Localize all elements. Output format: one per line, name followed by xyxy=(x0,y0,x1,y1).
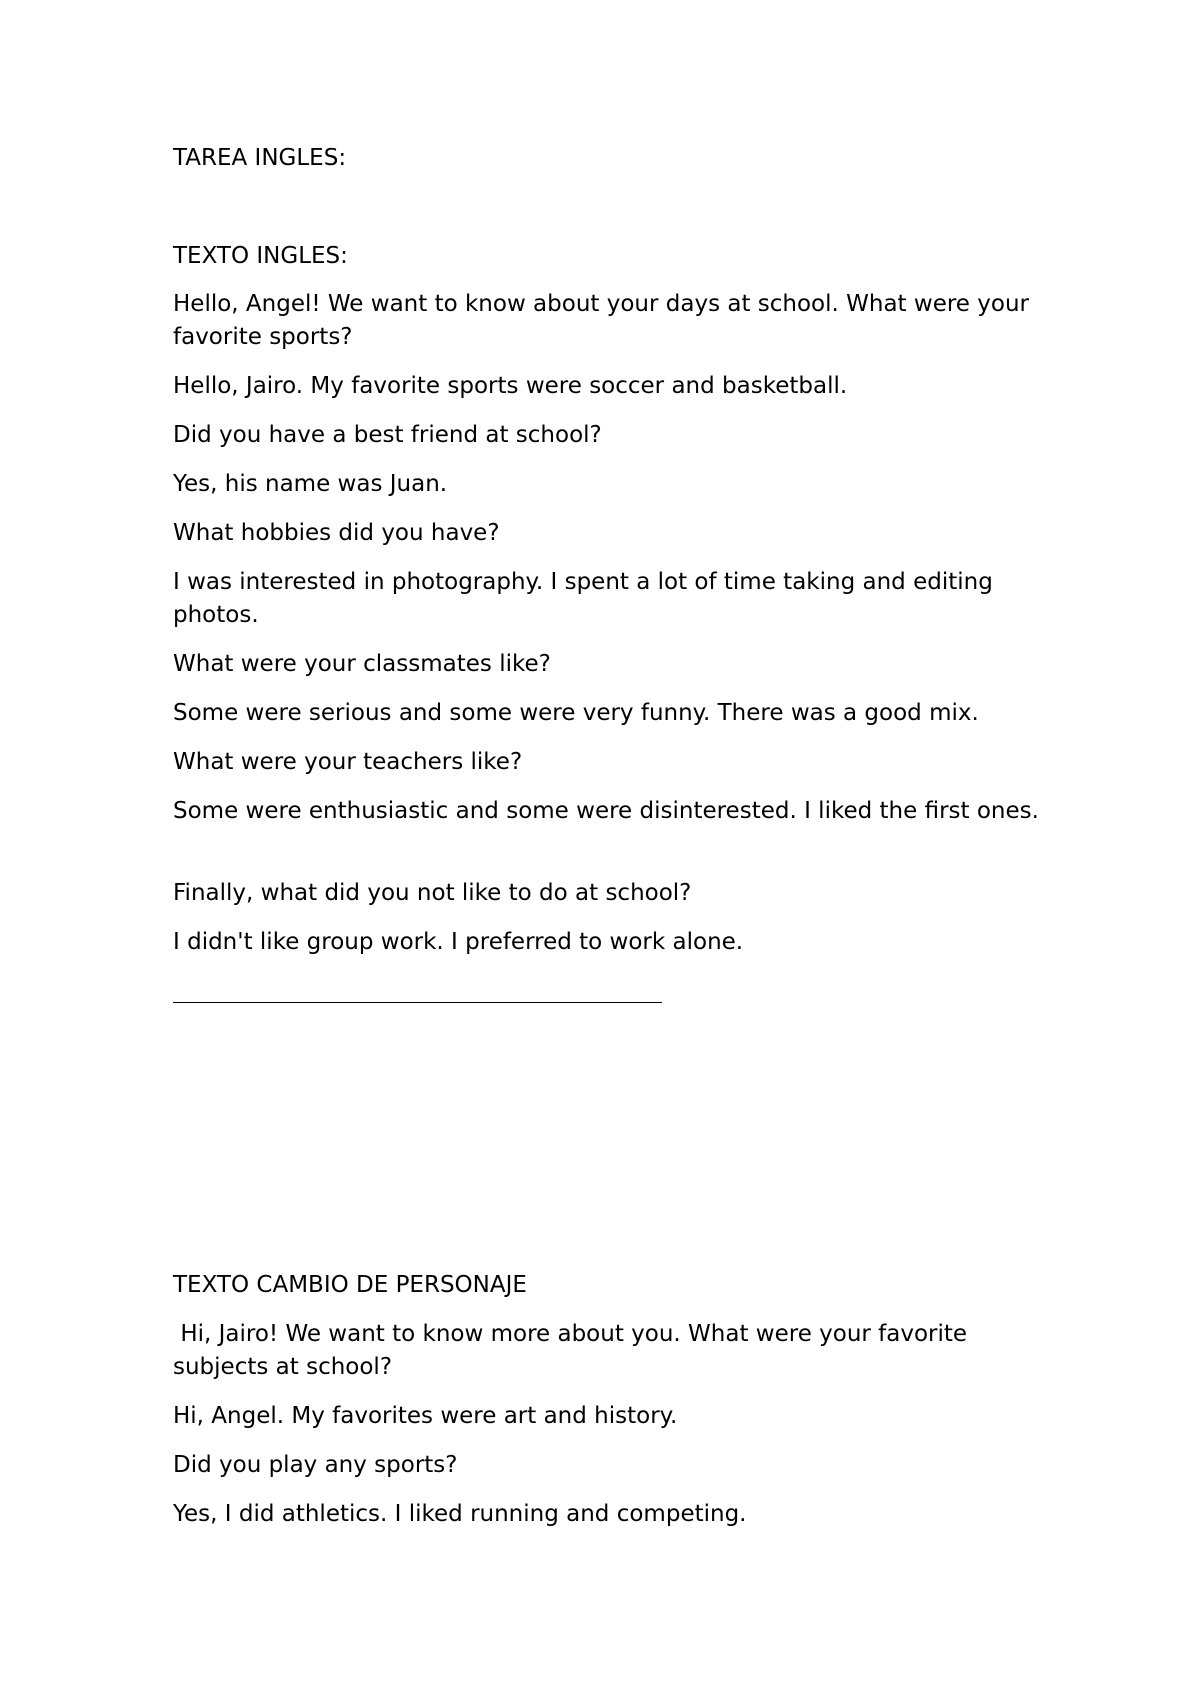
paragraph: Hello, Angel! We want to know about your days at school. What were your favorite sports? xyxy=(173,291,1037,350)
paragraph: Hello, Jairo. My favorite sports were soccer and basketball. xyxy=(173,373,848,399)
section-heading-texto-ingles: TEXTO INGLES: xyxy=(173,243,348,269)
paragraph: Finally, what did you not like to do at school? xyxy=(173,880,692,906)
paragraph: I didn't like group work. I preferred to work alone. xyxy=(173,929,744,955)
paragraph: Did you have a best friend at school? xyxy=(173,422,602,448)
paragraph: What were your teachers like? xyxy=(173,749,523,775)
section-heading-texto-cambio-de-personaje: TEXTO CAMBIO DE PERSONAJE xyxy=(173,1272,527,1298)
paragraph: Did you play any sports? xyxy=(173,1452,458,1478)
paragraph: Yes, I did athletics. I liked running and competing. xyxy=(173,1501,747,1527)
paragraph: Some were enthusiastic and some were disinterested. I liked the first ones. xyxy=(173,798,1039,824)
paragraph: Hi, Angel. My favorites were art and history. xyxy=(173,1403,678,1429)
paragraph: Yes, his name was Juan. xyxy=(173,471,448,497)
paragraph: Hi, Jairo! We want to know more about you. What were your favorite subjects at school? xyxy=(173,1321,975,1380)
paragraph: Some were serious and some were very funny. There was a good mix. xyxy=(173,700,979,726)
document-title: TAREA INGLES: xyxy=(173,145,347,171)
paragraph: What were your classmates like? xyxy=(173,651,551,677)
paragraph: What hobbies did you have? xyxy=(173,520,500,546)
paragraph: I was interested in photography. I spent a lot of time taking and editing photos. xyxy=(173,569,1001,628)
horizontal-divider xyxy=(173,1002,662,1003)
